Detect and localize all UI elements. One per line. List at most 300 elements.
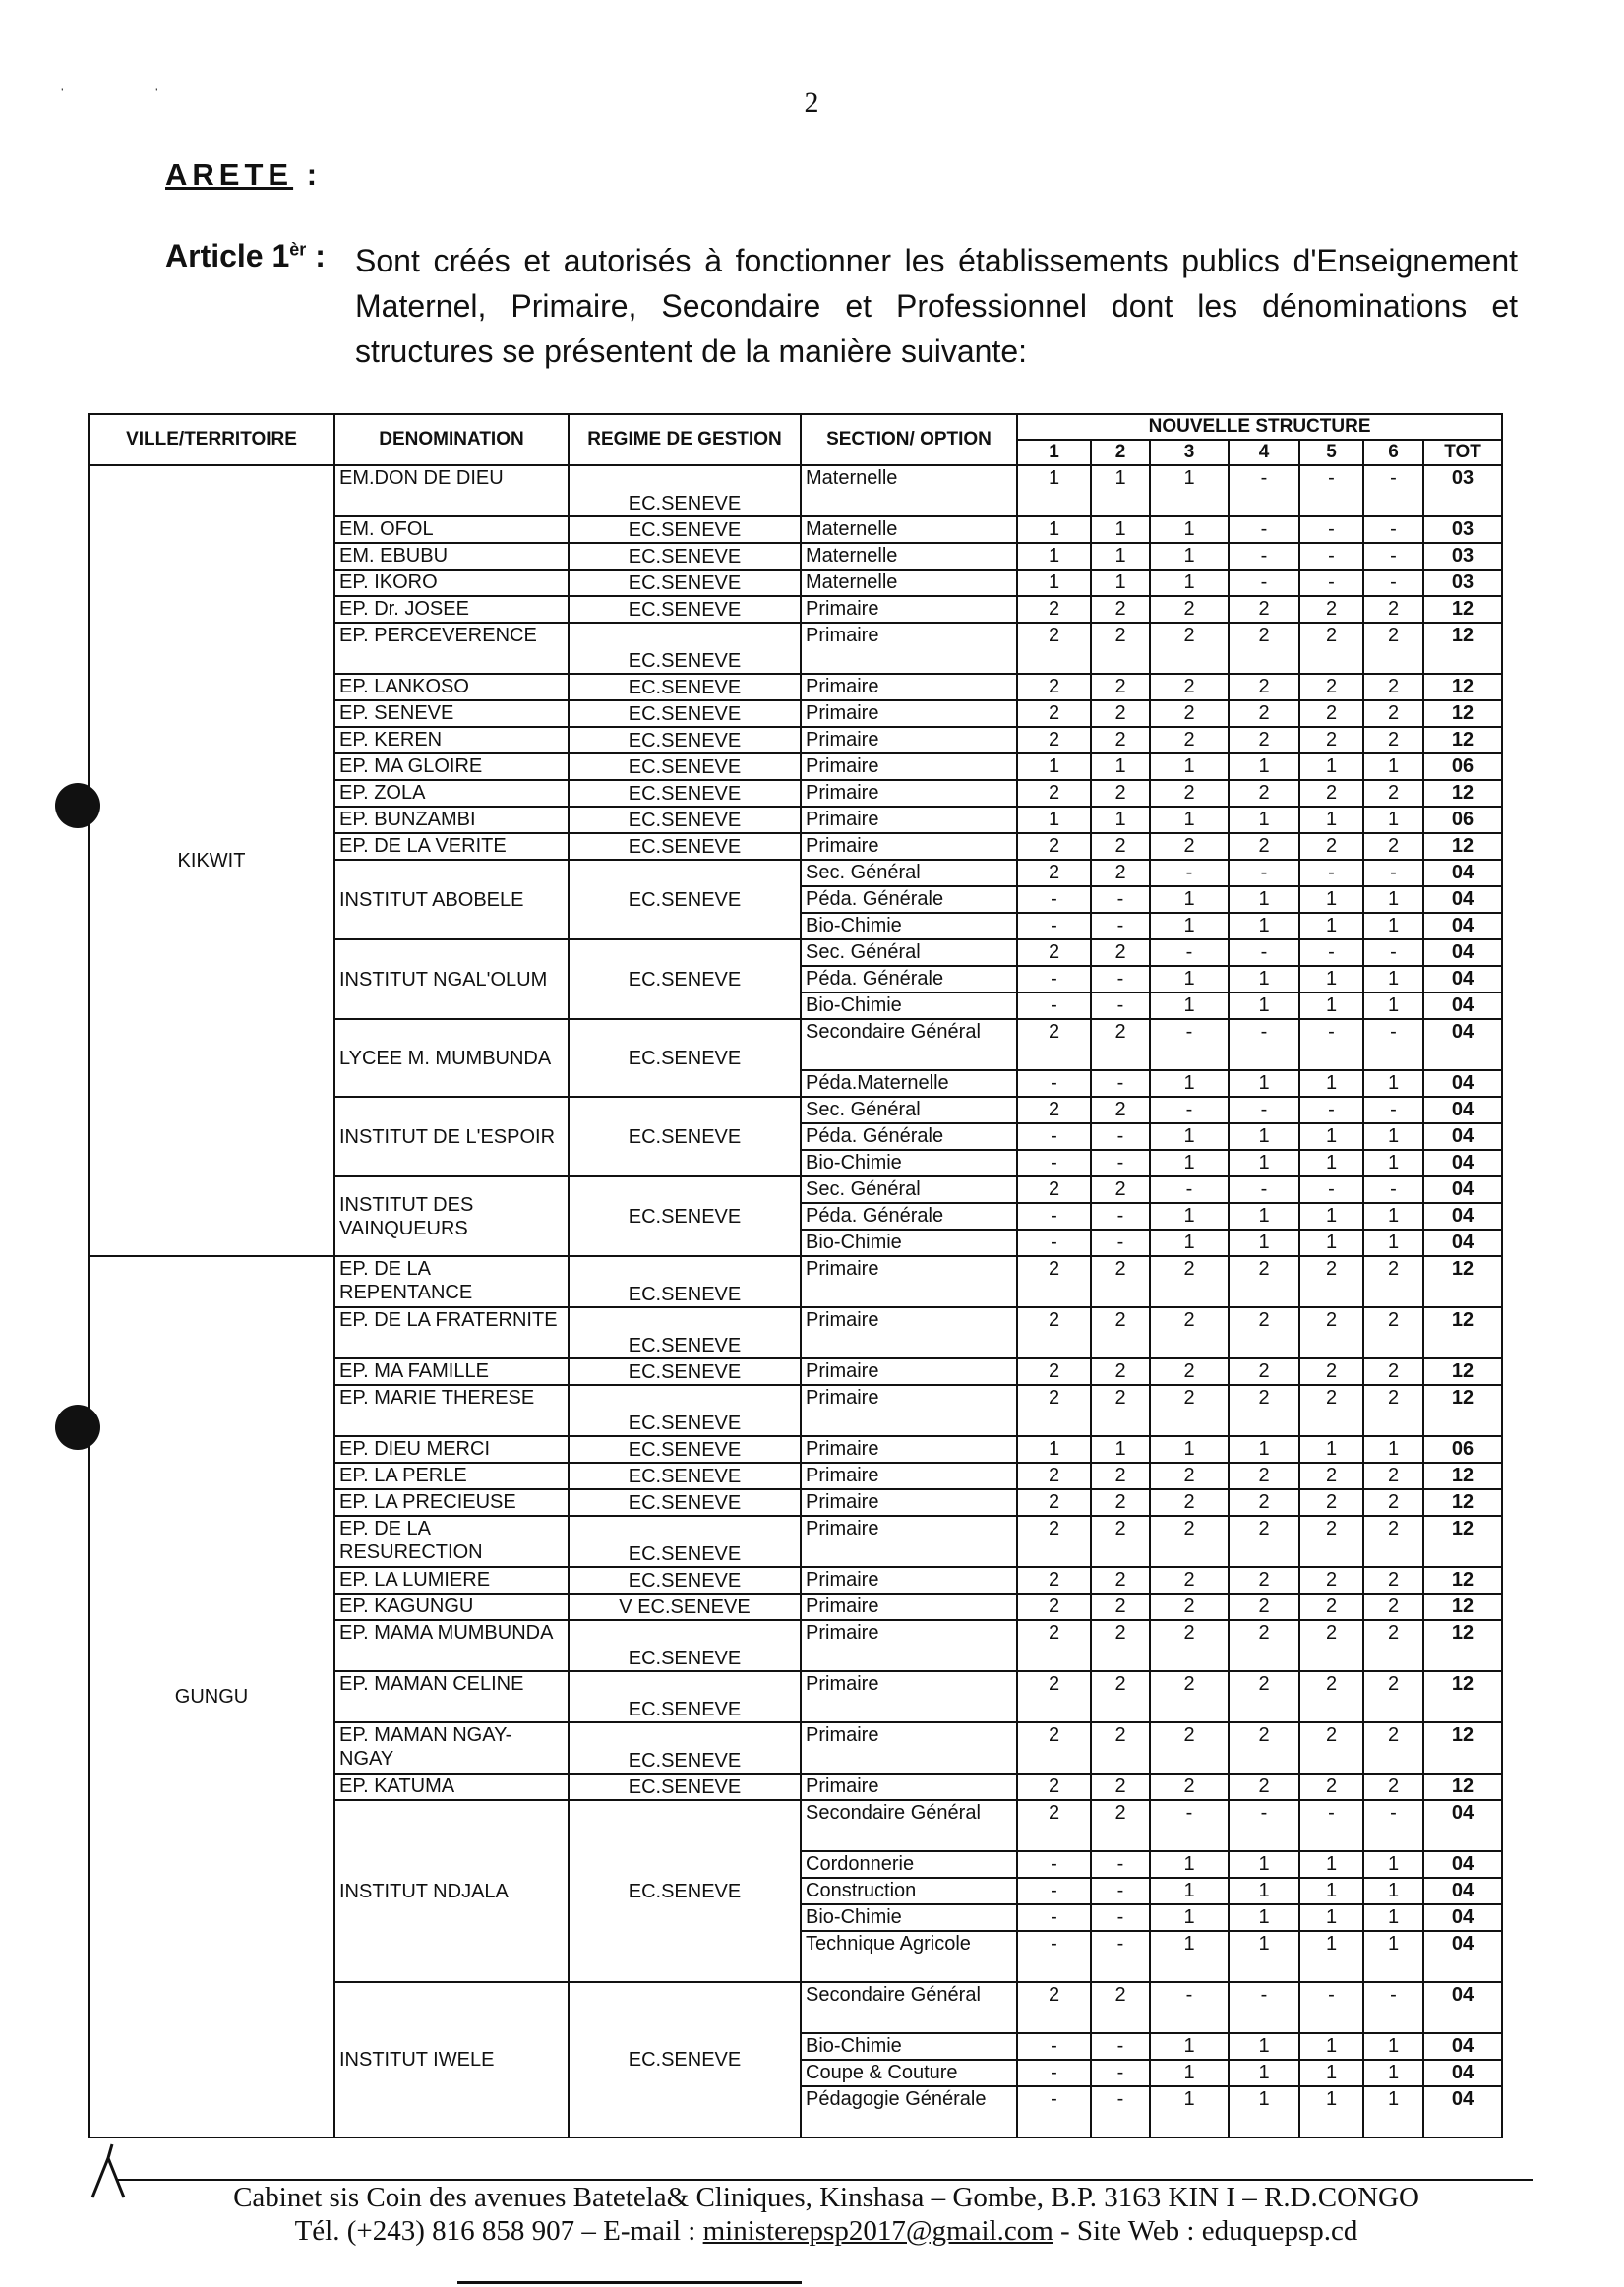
denomination-cell: EP. DE LA REPENTANCE [334,1256,569,1307]
option-cell: Primaire [801,1620,1017,1671]
denomination-cell: EP. KAGUNGU [334,1594,569,1620]
denomination-cell: EP. MAMAN NGAY-NGAY [334,1722,569,1774]
level-cell: 1 [1150,807,1229,833]
level-cell: 1 [1229,1878,1299,1904]
footer-contact [138,2215,1515,2248]
level-cell: 2 [1150,1774,1229,1800]
regime-cell: EC.SENEVE [569,807,801,833]
total-cell: 12 [1423,1774,1502,1800]
option-cell: Technique Agricole [801,1931,1017,1982]
level-cell: - [1299,939,1363,966]
total-cell: 04 [1423,913,1502,939]
regime-cell: EC.SENEVE [569,596,801,623]
total-cell: 06 [1423,753,1502,780]
footer-email-link[interactable]: ministerepsp2017@gmail.com [702,2215,1053,2247]
footer-divider [116,2179,1533,2181]
level-cell: - [1363,516,1423,543]
total-cell: 03 [1423,516,1502,543]
level-cell: 1 [1150,886,1229,913]
level-cell: 2 [1363,623,1423,674]
option-cell: Primaire [801,727,1017,753]
level-cell: 1 [1229,1150,1299,1176]
level-cell: - [1017,1904,1091,1931]
level-cell: 2 [1299,1722,1363,1774]
option-cell: Primaire [801,780,1017,807]
total-cell: 12 [1423,1463,1502,1489]
level-cell: 2 [1091,1516,1150,1567]
table-body [89,465,1502,2137]
level-cell: - [1363,860,1423,886]
level-cell: 1 [1017,516,1091,543]
option-cell: Primaire [801,1489,1017,1516]
level-cell: 1 [1091,516,1150,543]
denomination-cell: EP. BUNZAMBI [334,807,569,833]
level-cell: 2 [1363,833,1423,860]
header-denomination: DENOMINATION [334,414,569,465]
denomination-cell: EM. OFOL [334,516,569,543]
level-cell: - [1363,543,1423,570]
level-cell: - [1299,465,1363,516]
level-cell: 1 [1229,2060,1299,2086]
level-cell: 1 [1363,993,1423,1019]
level-cell: 2 [1091,1489,1150,1516]
level-cell: 2 [1091,1594,1150,1620]
level-cell: 1 [1017,570,1091,596]
level-cell: 2 [1150,1594,1229,1620]
level-cell: - [1229,1982,1299,2033]
denomination-cell: INSTITUT NGAL'OLUM [334,939,569,1019]
denomination-cell: EP. MAMAN CELINE [334,1671,569,1722]
header-level: 6 [1363,440,1423,465]
level-cell: 2 [1150,623,1229,674]
arete-title: ARETE [165,157,294,192]
denomination-cell: EP. LA PERLE [334,1463,569,1489]
regime-cell: EC.SENEVE [569,1256,801,1307]
level-cell: 2 [1017,596,1091,623]
level-cell: - [1017,1851,1091,1878]
option-cell: Sec. Général [801,860,1017,886]
level-cell: - [1363,465,1423,516]
level-cell: 2 [1229,1567,1299,1594]
total-cell: 04 [1423,993,1502,1019]
total-cell: 12 [1423,1385,1502,1436]
regime-cell: EC.SENEVE [569,1176,801,1256]
arete-colon: : [293,157,323,192]
level-cell: 2 [1091,1385,1150,1436]
denomination-cell: EP. MARIE THERESE [334,1385,569,1436]
level-cell: - [1299,1982,1363,2033]
option-cell: Construction [801,1878,1017,1904]
option-cell: Maternelle [801,543,1017,570]
regime-cell: EC.SENEVE [569,1489,801,1516]
level-cell: 2 [1017,1774,1091,1800]
level-cell: 1 [1363,1878,1423,1904]
level-cell: 1 [1150,1203,1229,1230]
level-cell: 1 [1150,2086,1229,2137]
level-cell: 1 [1229,1931,1299,1982]
level-cell: - [1363,1019,1423,1070]
level-cell: 2 [1017,1516,1091,1567]
article-text: Sont créés et autorisés à fonctionner les établissements publics d'Enseignement Maternel, Primaire, Secondaire et Professionnel dont les dénominations et structures se présentent de la manière suivante: [355,243,1518,369]
regime-cell: EC.SENEVE [569,753,801,780]
level-cell: 2 [1017,1671,1091,1722]
option-cell: Primaire [801,1256,1017,1307]
level-cell: - [1299,543,1363,570]
level-cell: - [1091,1230,1150,1256]
level-cell: 1 [1229,1436,1299,1463]
regime-cell: EC.SENEVE [569,516,801,543]
level-cell: 2 [1150,1489,1229,1516]
level-cell: - [1091,966,1150,993]
option-cell: Bio-Chimie [801,1150,1017,1176]
level-cell: 1 [1299,1931,1363,1982]
denomination-cell: EM. EBUBU [334,543,569,570]
level-cell: 2 [1150,1722,1229,1774]
option-cell: Maternelle [801,570,1017,596]
total-cell: 12 [1423,1620,1502,1671]
header-total: TOT [1423,440,1502,465]
header-structure: NOUVELLE STRUCTURE [1017,414,1502,440]
level-cell: - [1150,1097,1229,1123]
level-cell: 2 [1091,939,1150,966]
denomination-cell: EP. DE LA FRATERNITE [334,1307,569,1358]
level-cell: - [1091,913,1150,939]
article-label-text: Article 1 [165,238,290,273]
level-cell: 2 [1017,1176,1091,1203]
denomination-cell: EP. KEREN [334,727,569,753]
level-cell: - [1299,1176,1363,1203]
level-cell: - [1363,939,1423,966]
level-cell: 2 [1091,1567,1150,1594]
level-cell: 1 [1229,1203,1299,1230]
level-cell: 2 [1363,1358,1423,1385]
total-cell: 04 [1423,1097,1502,1123]
total-cell: 12 [1423,1722,1502,1774]
level-cell: - [1091,1931,1150,1982]
level-cell: 2 [1229,674,1299,700]
level-cell: 2 [1363,780,1423,807]
header-level: 4 [1229,440,1299,465]
option-cell: Primaire [801,596,1017,623]
level-cell: - [1229,1019,1299,1070]
level-cell: - [1091,1123,1150,1150]
level-cell: 1 [1091,465,1150,516]
option-cell: Sec. Général [801,1097,1017,1123]
level-cell: 2 [1150,1256,1229,1307]
level-cell: 2 [1299,780,1363,807]
total-cell: 12 [1423,833,1502,860]
level-cell: - [1229,516,1299,543]
level-cell: 1 [1229,2033,1299,2060]
level-cell: 2 [1150,1567,1229,1594]
level-cell: 2 [1150,1620,1229,1671]
level-cell: 2 [1017,1722,1091,1774]
level-cell: 2 [1229,1722,1299,1774]
level-cell: 2 [1229,1620,1299,1671]
total-cell: 04 [1423,860,1502,886]
level-cell: - [1091,2033,1150,2060]
regime-cell: EC.SENEVE [569,1567,801,1594]
level-cell: - [1150,860,1229,886]
level-cell: 2 [1229,1516,1299,1567]
level-cell: - [1363,1800,1423,1851]
option-cell: Coupe & Couture [801,2060,1017,2086]
scan-mark: ' [61,85,64,100]
level-cell: 2 [1091,596,1150,623]
option-cell: Bio-Chimie [801,913,1017,939]
level-cell: 2 [1299,674,1363,700]
level-cell: 1 [1229,1904,1299,1931]
table-row [89,465,1502,516]
denomination-cell: EP. LANKOSO [334,674,569,700]
denomination-cell: INSTITUT DES VAINQUEURS [334,1176,569,1256]
level-cell: 2 [1017,1982,1091,2033]
level-cell: 2 [1363,1671,1423,1722]
level-cell: 2 [1299,1671,1363,1722]
level-cell: 2 [1150,700,1229,727]
level-cell: - [1091,886,1150,913]
level-cell: 2 [1091,1307,1150,1358]
level-cell: 2 [1229,1594,1299,1620]
level-cell: 1 [1299,1851,1363,1878]
level-cell: - [1299,516,1363,543]
level-cell: 2 [1299,1463,1363,1489]
regime-cell: EC.SENEVE [569,570,801,596]
level-cell: 2 [1150,1516,1229,1567]
total-cell: 04 [1423,1019,1502,1070]
regime-cell: EC.SENEVE [569,860,801,939]
option-cell: Primaire [801,1307,1017,1358]
regime-cell: EC.SENEVE [569,939,801,1019]
header-level: 5 [1299,440,1363,465]
level-cell: 2 [1017,1307,1091,1358]
level-cell: 1 [1150,1851,1229,1878]
level-cell: 2 [1299,1385,1363,1436]
level-cell: 2 [1091,1800,1150,1851]
level-cell: 2 [1017,700,1091,727]
option-cell: Péda. Générale [801,966,1017,993]
level-cell: 2 [1091,780,1150,807]
level-cell: 1 [1299,2086,1363,2137]
level-cell: 2 [1363,1307,1423,1358]
level-cell: 1 [1017,753,1091,780]
article-label [165,238,326,274]
level-cell: 2 [1150,1385,1229,1436]
level-cell: 1 [1363,2060,1423,2086]
level-cell: 2 [1017,1256,1091,1307]
option-cell: Cordonnerie [801,1851,1017,1878]
level-cell: 2 [1017,1567,1091,1594]
option-cell: Péda. Générale [801,1203,1017,1230]
level-cell: 2 [1017,1620,1091,1671]
total-cell: 03 [1423,465,1502,516]
level-cell: 2 [1150,1358,1229,1385]
total-cell: 12 [1423,727,1502,753]
footer-website: - Site Web : eduquepsp.cd [1053,2215,1358,2247]
level-cell: - [1091,1851,1150,1878]
level-cell: 1 [1229,1230,1299,1256]
regime-cell: EC.SENEVE [569,1516,801,1567]
header-level: 3 [1150,440,1229,465]
level-cell: 2 [1091,727,1150,753]
denomination-cell: INSTITUT DE L'ESPOIR [334,1097,569,1176]
level-cell: 2 [1091,1774,1150,1800]
level-cell: 1 [1363,1070,1423,1097]
level-cell: - [1017,966,1091,993]
level-cell: 1 [1299,993,1363,1019]
level-cell: - [1017,1878,1091,1904]
regime-cell: EC.SENEVE [569,1463,801,1489]
denomination-cell: EM.DON DE DIEU [334,465,569,516]
level-cell: 1 [1150,1436,1229,1463]
level-cell: - [1229,860,1299,886]
regime-cell: V EC.SENEVE [569,1594,801,1620]
header-regime: REGIME DE GESTION [569,414,801,465]
level-cell: - [1017,993,1091,1019]
level-cell: 2 [1229,1463,1299,1489]
option-cell: Primaire [801,674,1017,700]
article-label-colon: : [306,238,326,273]
level-cell: 2 [1091,860,1150,886]
level-cell: - [1017,2033,1091,2060]
level-cell: 1 [1229,886,1299,913]
level-cell: 1 [1299,753,1363,780]
level-cell: 1 [1017,543,1091,570]
level-cell: - [1229,465,1299,516]
level-cell: 1 [1150,516,1229,543]
option-cell: Primaire [801,700,1017,727]
level-cell: - [1091,2060,1150,2086]
level-cell: 2 [1299,1516,1363,1567]
level-cell: 2 [1229,1489,1299,1516]
total-cell: 04 [1423,966,1502,993]
level-cell: 2 [1363,1256,1423,1307]
level-cell: 1 [1150,1904,1229,1931]
total-cell: 12 [1423,1594,1502,1620]
regime-cell: EC.SENEVE [569,1620,801,1671]
denomination-cell: EP. PERCEVERENCE [334,623,569,674]
footer-address: Cabinet sis Coin des avenues Batetela& Cliniques, Kinshasa – Gombe, B.P. 3163 KIN I – R.D.CONGO [233,2182,1419,2213]
level-cell: 2 [1363,1722,1423,1774]
denomination-cell: EP. IKORO [334,570,569,596]
total-cell: 12 [1423,1256,1502,1307]
level-cell: - [1229,939,1299,966]
option-cell: Secondaire Général [801,1800,1017,1851]
total-cell: 04 [1423,2033,1502,2060]
option-cell: Primaire [801,753,1017,780]
level-cell: 2 [1017,1489,1091,1516]
level-cell: 2 [1363,700,1423,727]
level-cell: 2 [1299,1620,1363,1671]
level-cell: 2 [1150,1307,1229,1358]
level-cell: 2 [1299,700,1363,727]
total-cell: 06 [1423,807,1502,833]
level-cell: 1 [1299,966,1363,993]
level-cell: 2 [1363,596,1423,623]
total-cell: 04 [1423,2086,1502,2137]
level-cell: 1 [1150,1931,1229,1982]
level-cell: 1 [1150,2060,1229,2086]
level-cell: 2 [1091,674,1150,700]
level-cell: 1 [1363,1904,1423,1931]
level-cell: 2 [1091,1722,1150,1774]
total-cell: 12 [1423,1307,1502,1358]
level-cell: 2 [1299,596,1363,623]
level-cell: 1 [1363,966,1423,993]
level-cell: 1 [1150,966,1229,993]
option-cell: Primaire [801,1385,1017,1436]
level-cell: 2 [1363,1594,1423,1620]
total-cell: 04 [1423,1982,1502,2033]
denomination-cell: EP. MA GLOIRE [334,753,569,780]
level-cell: 2 [1091,1358,1150,1385]
level-cell: 1 [1150,993,1229,1019]
level-cell: 1 [1091,543,1150,570]
level-cell: 2 [1363,1516,1423,1567]
level-cell: 2 [1229,700,1299,727]
level-cell: - [1091,1070,1150,1097]
denomination-cell: INSTITUT IWELE [334,1982,569,2137]
level-cell: 2 [1017,1358,1091,1385]
level-cell: 1 [1017,807,1091,833]
level-cell: 2 [1229,623,1299,674]
level-cell: 2 [1091,1097,1150,1123]
level-cell: - [1017,1931,1091,1982]
regime-cell: EC.SENEVE [569,1307,801,1358]
total-cell: 04 [1423,1800,1502,1851]
level-cell: - [1091,1878,1150,1904]
level-cell: 2 [1017,1019,1091,1070]
level-cell: 2 [1299,1256,1363,1307]
denomination-cell: EP. MAMA MUMBUNDA [334,1620,569,1671]
option-cell: Primaire [801,1516,1017,1567]
regime-cell: EC.SENEVE [569,1774,801,1800]
denomination-cell: EP. SENEVE [334,700,569,727]
level-cell: 2 [1150,727,1229,753]
total-cell: 12 [1423,1489,1502,1516]
header-ville: VILLE/TERRITOIRE [89,414,334,465]
total-cell: 04 [1423,1878,1502,1904]
level-cell: 2 [1299,833,1363,860]
option-cell: Bio-Chimie [801,1230,1017,1256]
regime-cell: EC.SENEVE [569,1358,801,1385]
total-cell: 04 [1423,1230,1502,1256]
level-cell: 1 [1363,886,1423,913]
level-cell: 1 [1299,1203,1363,1230]
regime-cell: EC.SENEVE [569,780,801,807]
total-cell: 04 [1423,1070,1502,1097]
scan-mark: ' [155,85,158,100]
level-cell: - [1229,543,1299,570]
level-cell: - [1017,1070,1091,1097]
level-cell: 1 [1150,1230,1229,1256]
level-cell: 2 [1229,833,1299,860]
level-cell: 1 [1299,1878,1363,1904]
level-cell: 2 [1017,1385,1091,1436]
level-cell: 2 [1229,727,1299,753]
level-cell: 1 [1150,465,1229,516]
total-cell: 04 [1423,1904,1502,1931]
total-cell: 12 [1423,1516,1502,1567]
total-cell: 12 [1423,700,1502,727]
level-cell: - [1150,1176,1229,1203]
level-cell: 1 [1363,1150,1423,1176]
level-cell: 2 [1017,1594,1091,1620]
option-cell: Primaire [801,623,1017,674]
level-cell: 2 [1363,1489,1423,1516]
option-cell: Bio-Chimie [801,2033,1017,2060]
denomination-cell: LYCEE M. MUMBUNDA [334,1019,569,1097]
